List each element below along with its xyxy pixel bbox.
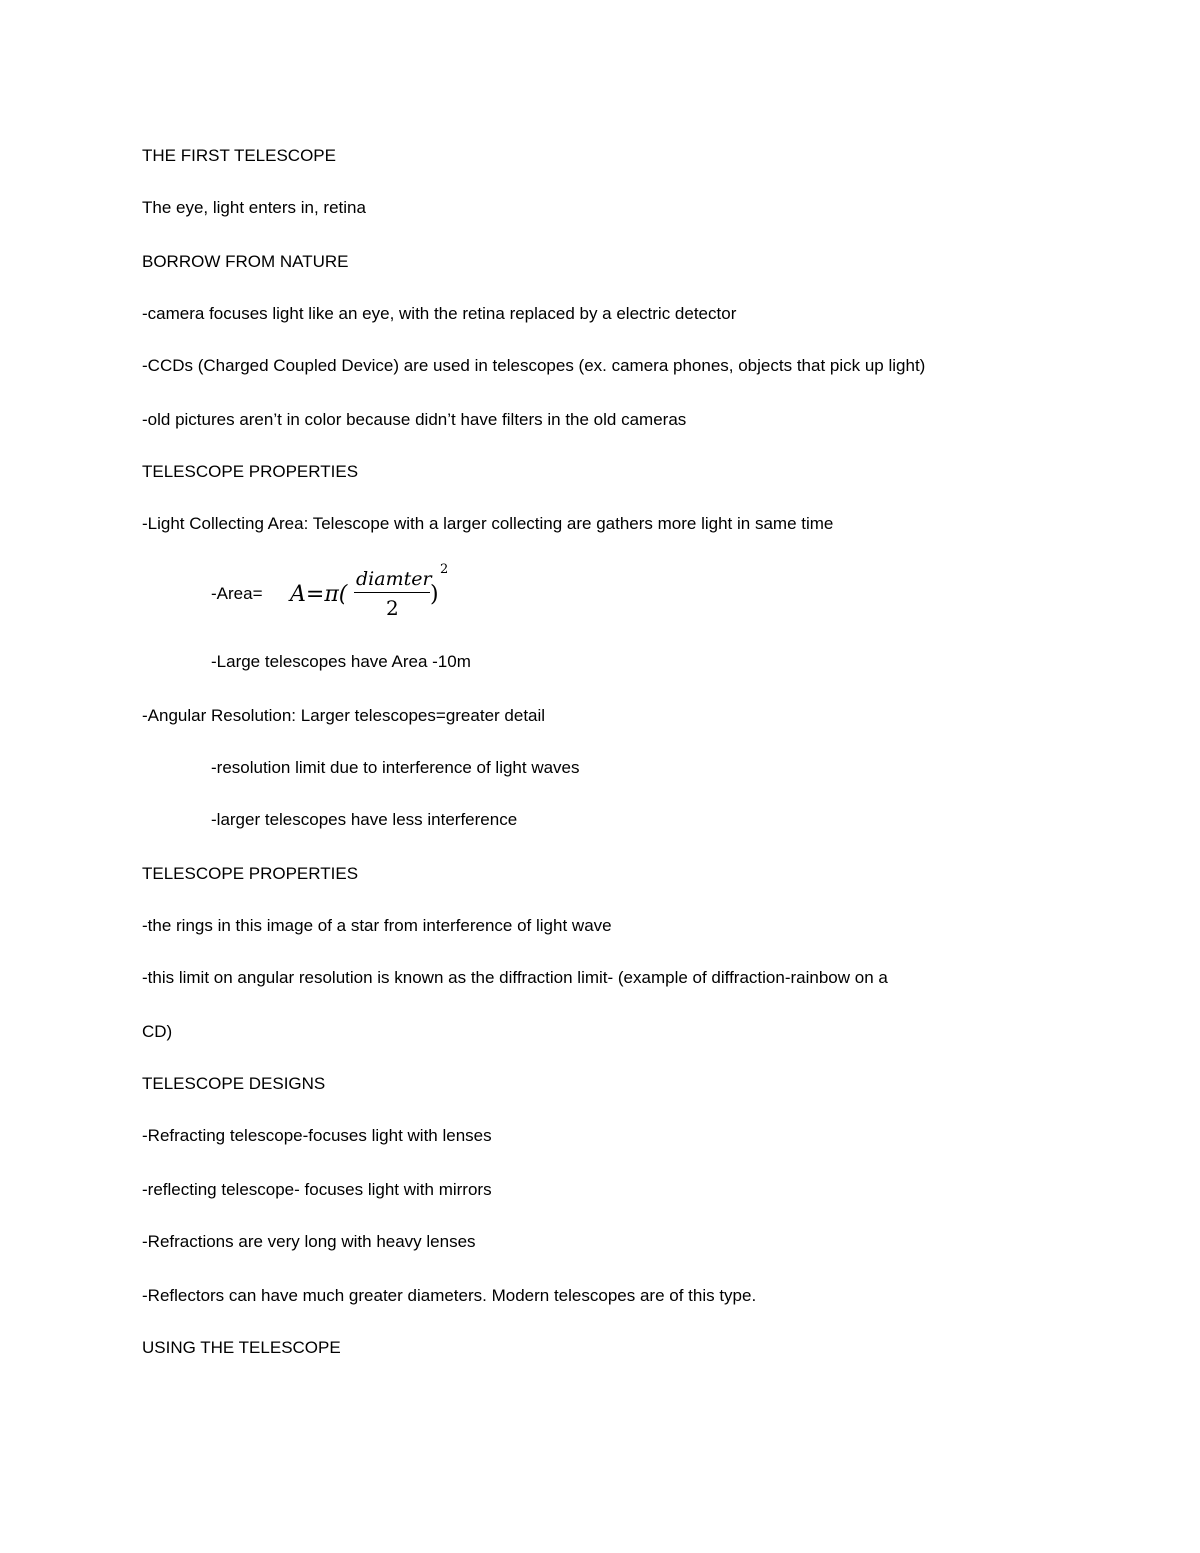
- formula-denominator: 2: [386, 596, 399, 620]
- heading-telescope-properties: TELESCOPE PROPERTIES: [142, 462, 359, 481]
- formula-close-paren: ): [430, 582, 439, 607]
- text-line: -the rings in this image of a star from interference of light wave: [142, 916, 612, 935]
- heading-telescope-designs: TELESCOPE DESIGNS: [142, 1074, 326, 1093]
- text-line: -camera focuses light like an eye, with the retina replaced by a electric detector: [142, 304, 737, 323]
- text-line: -Refracting telescope-focuses light with lenses: [142, 1126, 492, 1145]
- formula-exponent: 2: [440, 562, 449, 577]
- text-line: -Large telescopes have Area -10m: [211, 652, 471, 671]
- text-line: -Reflectors can have much greater diameters. Modern telescopes are of this type.: [142, 1286, 757, 1305]
- text-line: -old pictures aren’t in color because didn’t have filters in the old cameras: [142, 410, 687, 429]
- text-line: -larger telescopes have less interference: [211, 810, 518, 829]
- area-formula: [290, 562, 460, 626]
- text-line: -CCDs (Charged Coupled Device) are used in telescopes (ex. camera phones, objects that pick up light): [142, 356, 926, 375]
- heading-telescope-properties-2: TELESCOPE PROPERTIES: [142, 864, 359, 883]
- text-line: -reflecting telescope- focuses light with mirrors: [142, 1180, 492, 1199]
- text-line: -this limit on angular resolution is known as the diffraction limit- (example of diffraction-rainbow on a: [142, 968, 888, 987]
- area-formula-label: -Area=: [211, 584, 263, 603]
- text-line: -Angular Resolution: Larger telescopes=greater detail: [142, 706, 546, 725]
- formula-numerator: diamter: [356, 568, 432, 590]
- text-line: -resolution limit due to interference of light waves: [211, 758, 580, 777]
- heading-using-the-telescope: USING THE TELESCOPE: [142, 1338, 341, 1357]
- text-line: -Light Collecting Area: Telescope with a larger collecting are gathers more light in same time: [142, 514, 834, 533]
- heading-first-telescope: THE FIRST TELESCOPE: [142, 146, 336, 165]
- text-line: -Refractions are very long with heavy lenses: [142, 1232, 476, 1251]
- fraction-bar: [354, 592, 430, 593]
- heading-borrow-from-nature: BORROW FROM NATURE: [142, 252, 349, 271]
- text-line: The eye, light enters in, retina: [142, 198, 366, 217]
- formula-lhs: A=π(: [290, 582, 348, 607]
- text-line: CD): [142, 1022, 173, 1041]
